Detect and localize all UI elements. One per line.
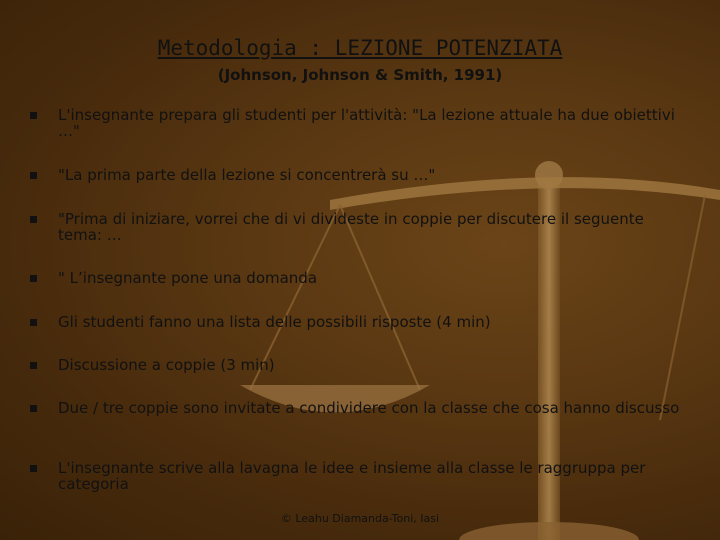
list-item-text: L'insegnante scrive alla lavagna le idee e insieme alla classe le raggruppa per categoria <box>58 459 646 493</box>
bullet-marker <box>30 465 37 472</box>
bullet-marker <box>30 216 37 223</box>
bullet-marker <box>30 275 37 282</box>
list-item-text: " L’insegnante pone una domanda <box>58 269 318 287</box>
slide-title: Metodologia : LEZIONE POTENZIATA <box>157 36 563 60</box>
list-item-text: "La prima parte della lezione si concentrerà su …" <box>58 166 436 184</box>
list-item-text: Discussione a coppie (3 min) <box>58 356 275 374</box>
slide-footer: © Leahu Diamanda-Toni, Iasi <box>280 512 440 525</box>
list-item-text: Due / tre coppie sono invitate a condividere con la classe che cosa hanno discusso <box>58 399 680 417</box>
bullet-marker <box>30 112 37 119</box>
bullet-marker <box>30 319 37 326</box>
bullet-marker <box>30 405 37 412</box>
list-item-text: Gli studenti fanno una lista delle possibili risposte (4 min) <box>58 313 491 331</box>
list-item-text: L'insegnante prepara gli studenti per l'attività: "La lezione attuale ha due obiettivi …" <box>58 106 675 140</box>
bullet-marker <box>30 362 37 369</box>
list-item-text: "Prima di iniziare, vorrei che di vi divideste in coppie per discutere il seguente tema: … <box>58 210 644 244</box>
bullet-marker <box>30 172 37 179</box>
slide-subtitle: (Johnson, Johnson & Smith, 1991) <box>217 66 503 84</box>
